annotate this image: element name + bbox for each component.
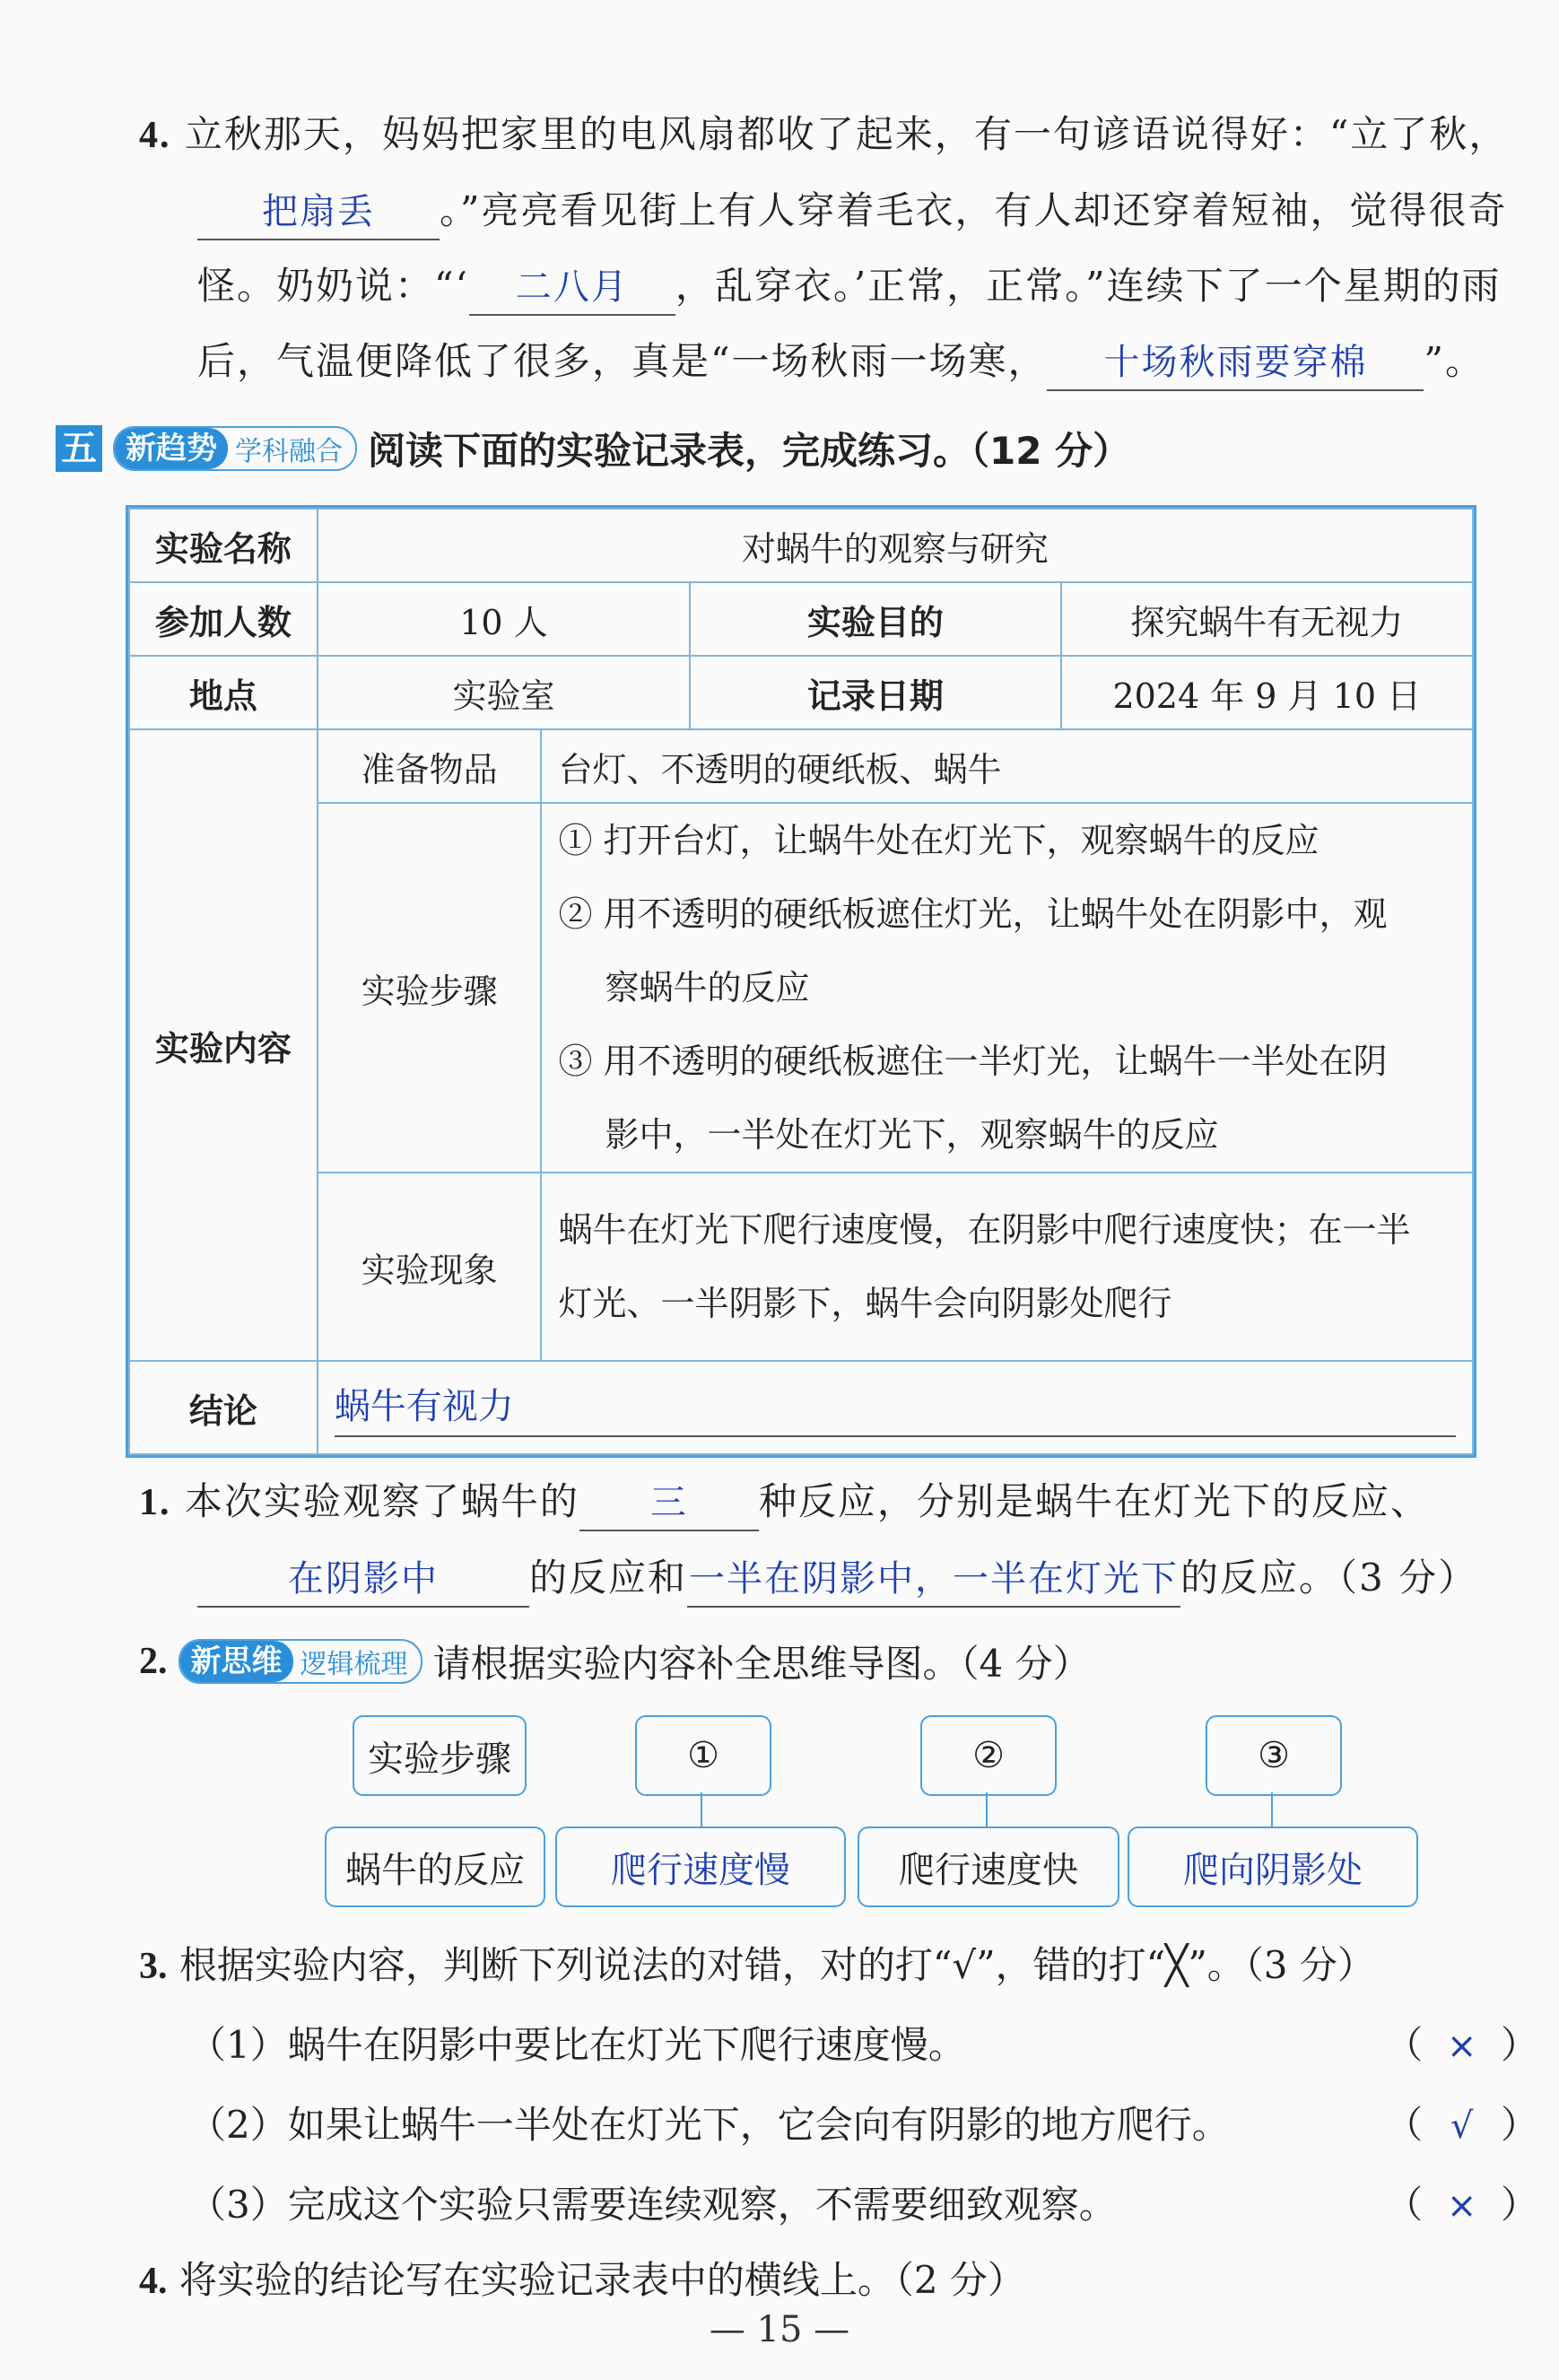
section-tag — [113, 426, 357, 471]
p2-text: 请根据实验内容补全思维导图。（4 分） — [432, 1642, 1091, 1686]
label-prep: 准备物品 — [318, 729, 542, 803]
label-phenomenon: 实验现象 — [318, 1173, 542, 1361]
p3-item-1-bracket: （ × ） — [1385, 2006, 1538, 2086]
p3-number: 3. — [139, 1946, 168, 1987]
box-answer-3 — [1128, 1826, 1418, 1907]
q4-line1 — [139, 97, 1538, 173]
q4-number: 4. — [139, 115, 171, 156]
p3-line — [139, 1926, 1538, 2006]
p1-line2 — [197, 1540, 1538, 1616]
p1-line1 — [139, 1464, 1538, 1540]
label-date: 记录日期 — [690, 656, 1060, 729]
question-4 — [139, 2243, 1025, 2319]
label-place: 地点 — [129, 656, 318, 729]
section-tag-sub: 学科融合 — [235, 436, 343, 467]
question-1 — [139, 1464, 1538, 1616]
row-conclusion — [129, 1361, 1473, 1454]
section-header — [56, 422, 1130, 475]
value-people: 10 人 — [318, 582, 690, 656]
row-name — [129, 509, 1473, 582]
value-prep: 台灯、不透明的硬纸板、蜗牛 — [541, 729, 1473, 803]
q4-text-5: 后，气温便降低了很多，真是“一场秋雨一场寒， — [197, 339, 1048, 383]
p2-tag-main: 新思维 — [180, 1641, 293, 1682]
value-place: 实验室 — [318, 656, 690, 729]
label-conclusion: 结论 — [129, 1361, 318, 1454]
box-answer-1 — [555, 1826, 846, 1907]
q4-text-6: ”。 — [1424, 339, 1485, 383]
q4-line2 — [197, 173, 1538, 248]
p3-item-2-answer: √ — [1450, 2105, 1474, 2147]
q4-text-4: ，乱穿衣。’正常，正常。”连续下了一个星期的雨 — [675, 264, 1502, 308]
connector-3 — [1271, 1792, 1273, 1826]
box-experiment-steps: 实验步骤 — [353, 1715, 527, 1796]
label-purpose: 实验目的 — [690, 582, 1060, 656]
p2-tag-sub: 逻辑梳理 — [300, 1649, 408, 1680]
p3-item-1-text: （1）蜗牛在阴影中要比在灯光下爬行速度慢。 — [188, 2023, 966, 2067]
section-tag-main: 新趋势 — [115, 428, 228, 469]
value-name: 对蜗牛的观察与研究 — [318, 509, 1473, 582]
step-2b: 察蜗牛的反应 — [605, 968, 810, 1007]
q4-answer-1: 把扇丢 — [262, 191, 375, 232]
section-number: 五 — [56, 425, 102, 472]
section-title: 阅读下面的实验记录表，完成练习。（12 分） — [368, 429, 1131, 473]
conclusion-answer: 蜗牛有视力 — [334, 1386, 514, 1427]
q4-blank-2 — [469, 259, 675, 316]
p1-blank-3 — [687, 1551, 1180, 1608]
box-step-1: ① — [635, 1715, 771, 1796]
q4-blank-3 — [1047, 335, 1424, 391]
experiment-record-table — [126, 505, 1476, 1458]
p3-item-3-bracket: （ × ） — [1385, 2166, 1538, 2245]
step-3a: ③ 用不透明的硬纸板遮住一半灯光，让蜗牛一半处在阴 — [558, 1042, 1388, 1081]
phenomenon-line-1: 蜗牛在灯光下爬行速度慢，在阴影中爬行速度快；在一半 — [558, 1210, 1411, 1250]
p3-item-1-answer: × — [1446, 2026, 1477, 2067]
p2-tag — [179, 1639, 422, 1684]
mindmap-answer-3: 爬向阴影处 — [1183, 1849, 1363, 1891]
q4-answer-3: 十场秋雨要穿棉 — [1103, 342, 1368, 383]
p4-text: 将实验的结论写在实验记录表中的横线上。（2 分） — [179, 2258, 1025, 2302]
box-step-2: ② — [920, 1715, 1057, 1796]
label-steps: 实验步骤 — [318, 803, 542, 1173]
q4-text-2: 。”亮亮看见街上有人穿着毛衣，有人却还穿着短袖，觉得很奇 — [440, 188, 1508, 232]
q4-line4 — [197, 324, 1538, 399]
p3-item-3-answer: × — [1446, 2185, 1477, 2227]
connector-2 — [986, 1792, 988, 1826]
value-conclusion — [318, 1361, 1473, 1454]
p1-answer-1: 三 — [649, 1482, 688, 1523]
value-phenomenon — [541, 1173, 1473, 1361]
conclusion-line — [335, 1382, 1456, 1437]
q4-blank-1 — [197, 184, 440, 240]
p1-text-c: 的反应和 — [529, 1556, 688, 1600]
question-3 — [139, 1926, 1538, 2245]
p1-text-d: 的反应。（3 分） — [1180, 1556, 1478, 1600]
step-3b: 影中，一半处在灯光下，观察蜗牛的反应 — [605, 1115, 1219, 1155]
p1-answer-3: 一半在阴影中，一半在灯光下 — [689, 1558, 1180, 1600]
q4-text-1: 立秋那天，妈妈把家里的电风扇都收了起来，有一句谚语说得好：“立了秋， — [184, 112, 1509, 156]
label-people: 参加人数 — [129, 582, 318, 656]
p3-item-2-text: （2）如果让蜗牛一半处在灯光下，它会向有阴影的地方爬行。 — [188, 2103, 1230, 2147]
row-phenomenon — [129, 1173, 1473, 1361]
q4-line3 — [197, 248, 1538, 324]
p3-text: 根据实验内容，判断下列说法的对错，对的打“√”，错的打“╳”。（3 分） — [179, 1943, 1375, 1987]
p1-answer-2: 在阴影中 — [288, 1558, 439, 1600]
row-prep — [129, 729, 1473, 803]
p1-blank-1 — [579, 1475, 759, 1531]
p2-number: 2. — [139, 1641, 168, 1682]
step-2a: ② 用不透明的硬纸板遮住灯光，让蜗牛处在阴影中，观 — [558, 894, 1388, 934]
p1-blank-2 — [197, 1551, 529, 1608]
value-steps — [541, 803, 1473, 1173]
question-4-top — [139, 97, 1538, 399]
p1-number: 1. — [139, 1482, 171, 1523]
p1-text-b: 种反应，分别是蜗牛在灯光下的反应、 — [758, 1479, 1430, 1523]
question-2 — [139, 1635, 1091, 1688]
row-steps — [129, 803, 1473, 1173]
p3-item-2-bracket: （ √ ） — [1385, 2086, 1538, 2166]
row-people — [129, 582, 1473, 656]
value-date: 2024 年 9 月 10 日 — [1061, 656, 1473, 729]
q4-answer-2: 二八月 — [515, 266, 629, 308]
row-place — [129, 656, 1473, 729]
p1-text-a: 本次实验观察了蜗牛的 — [184, 1479, 579, 1523]
q4-text-3: 怪。奶奶说：“‘ — [197, 264, 469, 308]
value-purpose: 探究蜗牛有无视力 — [1061, 582, 1473, 656]
page-number: — 15 — — [709, 2309, 850, 2350]
p3-item-3-text: （3）完成这个实验只需要连续观察，不需要细致观察。 — [188, 2183, 1117, 2227]
p4-number: 4. — [139, 2261, 168, 2302]
box-step-3: ③ — [1206, 1715, 1342, 1796]
connector-1 — [701, 1792, 702, 1826]
p3-item-1 — [188, 2006, 1538, 2086]
mindmap-answer-1: 爬行速度慢 — [611, 1849, 790, 1891]
box-snail-reaction: 蜗牛的反应 — [325, 1826, 545, 1907]
step-1: ① 打开台灯，让蜗牛处在灯光下，观察蜗牛的反应 — [558, 821, 1319, 860]
box-fast: 爬行速度快 — [858, 1826, 1119, 1907]
p3-item-2 — [188, 2086, 1538, 2166]
label-name: 实验名称 — [129, 509, 318, 582]
phenomenon-line-2: 灯光、一半阴影下，蜗牛会向阴影处爬行 — [558, 1284, 1172, 1323]
p3-item-3 — [188, 2166, 1538, 2245]
label-content: 实验内容 — [129, 729, 318, 1361]
